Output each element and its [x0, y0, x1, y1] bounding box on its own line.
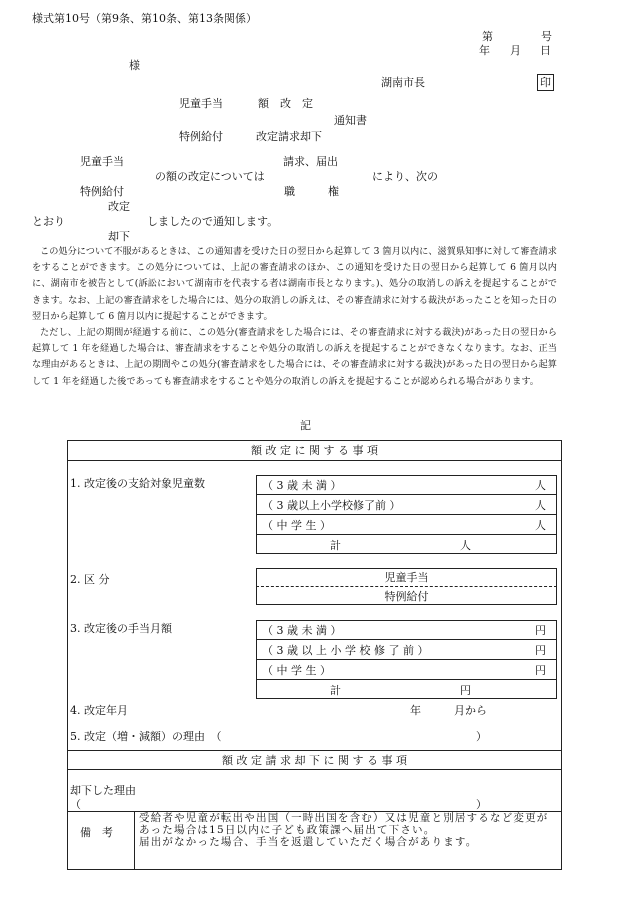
item5-close-paren: ） — [476, 730, 487, 743]
section1-header-rule — [67, 460, 562, 461]
appeal-notice-paragraph-1: この処分について不服があるときは、この通知書を受けた日の翌日から起算して 3 箇月以内に、滋賀県知事に対して審査請求をすることができます。この処分については、上記の審査請求のほか、この通知を受けた日の翌日から起算して 6 箇月以内に、湖南市を被告として(訴訟において湖南市を代表する者は湖南市長となります。)、処分の取消しの訴えを提起することができます。なお、上記の審査請求をした場合には、処分の取消しの訴えは、その審査請求に対する裁決があったことを知った日の翌日から起算して 6 箇月以内に提起することができます。 — [32, 246, 557, 322]
addressee-sama: 様 — [129, 59, 140, 72]
body-tokurei-kyufu: 特例給付 — [80, 185, 124, 198]
kyakka-reason-label: 却下した理由 — [70, 784, 136, 797]
title-jidou-teate: 児童手当 — [179, 97, 223, 110]
children-row-rule-2 — [256, 514, 557, 515]
children-row-junior-high-unit: 人 — [535, 519, 546, 532]
amount-row-3-to-primary-unit: 円 — [535, 644, 546, 657]
biko-divider — [134, 811, 135, 870]
section1-title-text: 額 改 定 に 関 す る 事 項 — [251, 444, 378, 457]
kubun-tokurei-kyufu: 特例給付 — [384, 590, 429, 603]
amount-row-rule-2 — [256, 659, 557, 660]
number-label-dai: 第 — [482, 30, 493, 43]
children-total-unit: 人 — [460, 539, 471, 552]
children-row-rule-1 — [256, 494, 557, 495]
children-total-label: 計 — [330, 539, 341, 552]
body-kyakka: 却下 — [108, 230, 130, 243]
amount-total-unit: 円 — [460, 684, 471, 697]
number-label-go: 号 — [541, 30, 552, 43]
date-month-label: 月 — [510, 44, 521, 57]
issuer-name: 湖南市長 — [381, 76, 425, 89]
title-kaitei-kyakka: 改定請求却下 — [256, 130, 322, 143]
body-kaitei: 改定 — [108, 200, 130, 213]
kyakka-reason-open-paren: （ — [70, 798, 81, 811]
kubun-jidou-teate: 児童手当 — [384, 571, 429, 584]
amount-row-3-to-primary: （ 3 歳 以 上 小 学 校 修 了 前 ） — [262, 644, 429, 657]
ki-heading: 記 — [300, 419, 311, 432]
amount-total-label: 計 — [330, 684, 341, 697]
children-row-junior-high: （ 中 学 生 ） — [262, 519, 331, 532]
section2-bottom-rule — [67, 769, 562, 770]
children-row-under3: （ 3 歳 未 満 ） — [262, 479, 342, 492]
item3-label: 3. 改定後の手当月額 — [70, 622, 172, 635]
section2-title-text: 額 改 定 請 求 却 下 に 関 す る 事 項 — [222, 754, 407, 767]
section2-title — [67, 754, 562, 767]
children-row-3-to-primary: （ 3 歳以上小学校修了前 ） — [262, 499, 401, 512]
children-row-3-to-primary-unit: 人 — [535, 499, 546, 512]
item2-label: 2. 区 分 — [70, 573, 110, 586]
children-row-rule-3 — [256, 534, 557, 535]
biko-text: 受給者や児童が転出や出国（一時出国を含む）又は児童と別居するなど変更があった場合は15日以内に子ども政策課へ届出て下さい。 届出がなかった場合、手当を返還していただく場合があります。 — [139, 812, 549, 848]
date-year-label: 年 — [479, 44, 490, 57]
body-niyori: により、次の — [372, 170, 438, 183]
title-tokurei-kyufu: 特例給付 — [179, 130, 223, 143]
body-seikyu-todokede: 請求、届出 — [283, 155, 338, 168]
seal-stamp: 印 — [537, 74, 554, 91]
amount-row-junior-high-unit: 円 — [535, 664, 546, 677]
date-day-label: 日 — [540, 44, 551, 57]
body-toori: とおり — [32, 215, 65, 228]
section2-top-rule — [67, 750, 562, 751]
amount-row-under3: （ 3 歳 未 満 ） — [262, 624, 342, 637]
item4-label: 4. 改定年月 — [70, 704, 128, 717]
kubun-divider — [256, 586, 557, 587]
item4-value: 年 月から — [410, 704, 487, 717]
amount-row-rule-3 — [256, 679, 557, 680]
body-notification-sentence: しましたので通知します。 — [147, 215, 279, 228]
item5-label: 5. 改定（増・減額）の理由 （ — [70, 730, 222, 743]
body-jidou-teate: 児童手当 — [80, 155, 124, 168]
body-shokken: 職 権 — [284, 185, 339, 198]
title-tsuchisho: 通知書 — [334, 114, 367, 127]
section1-title — [67, 444, 562, 457]
biko-label: 備 考 — [80, 826, 113, 839]
children-row-under3-unit: 人 — [535, 479, 546, 492]
appeal-notice-paragraph-2: ただし、上記の期間が経過する前に、この処分(審査請求をした場合には、その審査請求に対する裁決)があった日の翌日から起算して 1 年を経過した場合は、審査請求をすることや処分の取消しの訴えを提起することができなくなります。なお、正当な理由があるときは、上記の期間やこの処分(審査請求をした場合には、その審査請求に対する裁決)があった日の翌日から起算して 1 年を経過した後であっても審査請求をすることや処分の取消しの訴えを提起することが認められる場合があります。 — [32, 327, 557, 387]
kyakka-reason-close-paren: ） — [476, 798, 487, 811]
form-number: 様式第10号（第9条、第10条、第13条関係） — [32, 12, 257, 25]
title-gaku-kaitei: 額 改 定 — [258, 97, 313, 110]
item1-label: 1. 改定後の支給対象児童数 — [70, 477, 205, 490]
amount-row-under3-unit: 円 — [535, 624, 546, 637]
amount-row-rule-1 — [256, 639, 557, 640]
body-no-gaku-kaitei: の額の改定については — [155, 170, 265, 183]
amount-row-junior-high: （ 中 学 生 ） — [262, 664, 331, 677]
